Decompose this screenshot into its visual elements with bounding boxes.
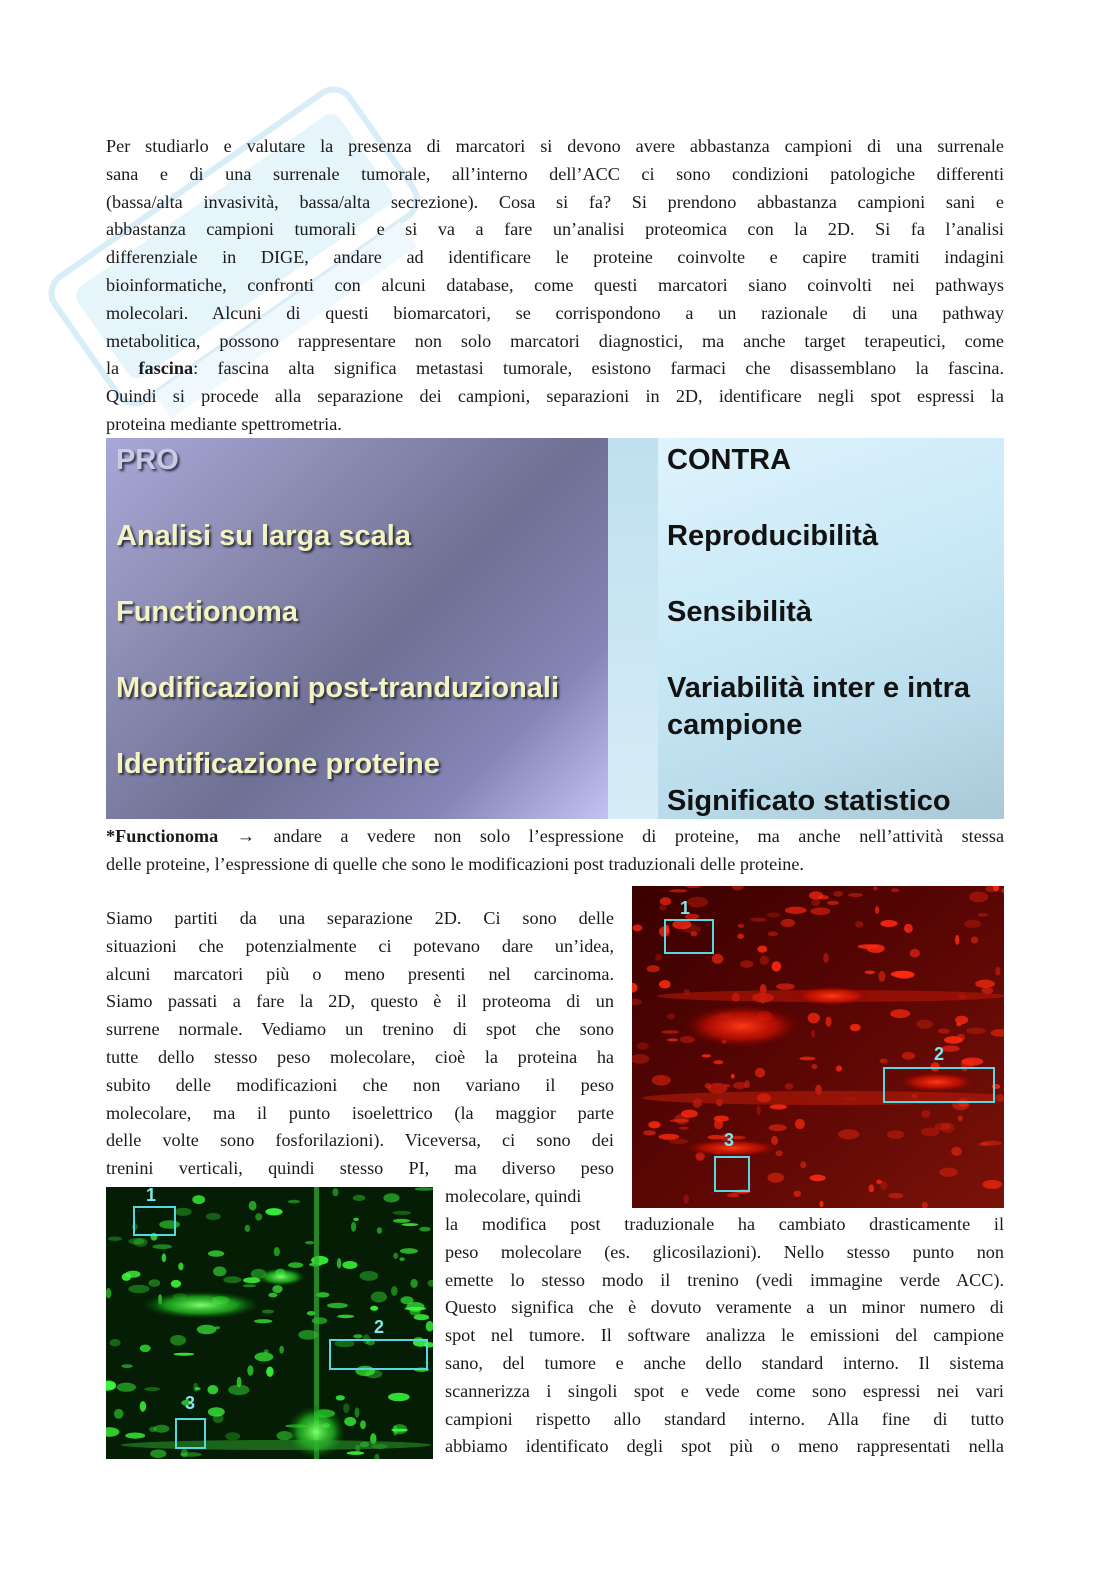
gel-spot bbox=[769, 1124, 787, 1131]
intro-line-fascina bbox=[106, 355, 1004, 383]
pro-item: Identificazione proteine bbox=[116, 748, 440, 780]
arrow-icon: → bbox=[236, 826, 255, 846]
gel-spot bbox=[808, 1013, 820, 1024]
gel-spot bbox=[768, 1173, 784, 1183]
gel-spot bbox=[880, 1181, 887, 1190]
body-line: delle volte sono fosforilazioni). Viceversa, ci sono dei bbox=[106, 1130, 614, 1151]
gel-spot bbox=[140, 1345, 151, 1353]
gel-spot bbox=[659, 905, 666, 910]
gel-spot bbox=[858, 944, 879, 949]
gel-spot bbox=[827, 901, 839, 905]
gel-spot bbox=[391, 1286, 398, 1296]
gel-spot bbox=[887, 1130, 904, 1139]
body-line: campioni rispetto allo standard interno. Alla fine di tutto bbox=[445, 1408, 1004, 1429]
gel-spot bbox=[128, 1238, 144, 1244]
gel-spot bbox=[714, 1116, 729, 1122]
gel-spot bbox=[152, 1244, 172, 1249]
gel-spot bbox=[873, 886, 877, 890]
gel-spot bbox=[265, 1208, 282, 1215]
contra-panel bbox=[658, 438, 1004, 819]
gel-spot bbox=[941, 1045, 959, 1051]
intro-line-last: proteina mediante spettrometria. bbox=[106, 413, 342, 434]
gel-spot bbox=[262, 1310, 274, 1314]
gel-spot bbox=[305, 1241, 314, 1244]
body-line: trenini verticali, quindi stesso PI, ma diverso peso bbox=[106, 1158, 614, 1179]
gel-spot bbox=[740, 960, 753, 968]
contra-item: Reproducibilità bbox=[667, 520, 879, 552]
gel-spot bbox=[110, 1339, 121, 1347]
gel-spot bbox=[811, 1064, 817, 1069]
gel-spot bbox=[921, 1110, 930, 1118]
gel-spot bbox=[823, 953, 829, 963]
gel-spot bbox=[647, 965, 660, 972]
gel-spot bbox=[687, 897, 708, 908]
gel-spot bbox=[772, 961, 782, 971]
gel-spot bbox=[981, 1141, 1002, 1146]
gel-spot bbox=[332, 1188, 338, 1196]
gel-spot bbox=[117, 1383, 136, 1392]
gel-spot bbox=[983, 1180, 1002, 1189]
gel-spot bbox=[850, 1024, 861, 1031]
pro-item: Analisi su larga scala bbox=[116, 520, 411, 552]
gel-spot bbox=[880, 1059, 888, 1064]
gel-spot bbox=[410, 1309, 421, 1316]
gel-spot bbox=[410, 1279, 417, 1288]
gel-spot bbox=[667, 1038, 678, 1041]
gel-red-box-1 bbox=[664, 919, 714, 954]
gel-spot bbox=[660, 897, 671, 905]
gel-spot bbox=[288, 1262, 303, 1268]
gel-spot bbox=[799, 1057, 815, 1061]
gel-spot bbox=[266, 1367, 273, 1377]
fascina-rest: : fascina alta significa metastasi tumorale, esistono farmaci che disassemblano la fascina. bbox=[193, 358, 1004, 379]
gel-spot bbox=[811, 907, 831, 915]
gel-spot bbox=[353, 1334, 363, 1338]
gel-spot bbox=[731, 1074, 735, 1079]
gel-red-label-3: 3 bbox=[724, 1130, 735, 1150]
gel-spot bbox=[643, 1130, 656, 1135]
note-line bbox=[106, 823, 1004, 851]
gel-spot bbox=[875, 906, 879, 914]
gel-spot bbox=[371, 1292, 387, 1303]
gel-spot bbox=[659, 1134, 680, 1140]
gel-red-box-2 bbox=[883, 1067, 995, 1103]
gel-spot bbox=[956, 1023, 961, 1027]
gel-red-box-3 bbox=[714, 1156, 750, 1192]
gel-spot bbox=[855, 921, 864, 928]
intro-line: (bassa/alta invasività, bassa/alta secrezione). Cosa si fa? Si prendono abbastanza campioni sani e bbox=[106, 191, 1004, 212]
gel-spot bbox=[910, 949, 920, 958]
gel-spot bbox=[966, 1028, 986, 1035]
gel-spot bbox=[228, 1385, 249, 1396]
body-line: emette lo stesso modo il trenino (vedi immagine verde ACC). bbox=[445, 1269, 1004, 1290]
intro-line: sana e di una surrenale tumorale, all’interno dell’ACC ci sono condizioni patologiche differenti bbox=[106, 163, 1004, 184]
gel-spot bbox=[272, 1285, 282, 1293]
gel-spot bbox=[738, 924, 744, 928]
gel-spot bbox=[114, 1409, 124, 1419]
gel-spot bbox=[337, 1258, 341, 1269]
gel-spot bbox=[195, 1387, 201, 1390]
contra-title: CONTRA bbox=[667, 444, 792, 476]
gel-spot bbox=[208, 1407, 225, 1416]
fascina-prefix: la bbox=[106, 358, 139, 379]
gel-spot bbox=[255, 1213, 262, 1220]
body-line: peso molecolare (es. glicosilazioni). Nello stesso punto non bbox=[445, 1241, 1004, 1262]
gel-spot bbox=[776, 983, 795, 990]
gel-spot bbox=[140, 1401, 146, 1412]
gel-green-label-3: 3 bbox=[185, 1393, 196, 1413]
gel-spot bbox=[712, 954, 724, 964]
gel-spot bbox=[869, 1184, 875, 1192]
gel-spot bbox=[958, 1115, 963, 1121]
contra-item: Sensibilità bbox=[667, 596, 813, 628]
gel-spot bbox=[181, 1449, 188, 1458]
slide-gap bbox=[608, 438, 658, 819]
gel-spot bbox=[836, 1066, 842, 1072]
gel-spot bbox=[955, 935, 959, 945]
gel-spot bbox=[370, 1306, 378, 1311]
gel-spot bbox=[150, 1449, 166, 1458]
gel-spot bbox=[648, 1121, 660, 1128]
gel-red-label-1: 1 bbox=[680, 898, 691, 918]
gel-spot bbox=[249, 1201, 257, 1211]
gel-spot bbox=[343, 1403, 349, 1413]
gel-spot bbox=[245, 1225, 251, 1232]
gel-spot bbox=[377, 1227, 382, 1234]
gel-spot bbox=[781, 919, 795, 927]
gel-spot bbox=[360, 1420, 366, 1429]
gel-spot bbox=[714, 1060, 724, 1064]
gel-green-box-2 bbox=[329, 1339, 428, 1370]
gel-spot bbox=[811, 899, 820, 906]
gel-spot bbox=[347, 1451, 365, 1455]
body-line: sano, del tumore e anche dello standard interno. Il sistema bbox=[445, 1352, 1004, 1373]
gel-spot bbox=[891, 971, 913, 978]
gel-spot bbox=[955, 1016, 968, 1025]
gel-green-box-3 bbox=[175, 1418, 206, 1449]
body-line: Siamo passati a fare la 2D, questo è il proteoma di un bbox=[106, 991, 614, 1012]
gel-red-label-2: 2 bbox=[934, 1044, 945, 1064]
gel-spot bbox=[838, 1129, 859, 1139]
gel-spot bbox=[399, 1257, 404, 1261]
gel-spot bbox=[149, 1427, 156, 1433]
gel-spot bbox=[192, 1195, 205, 1204]
gel-spot bbox=[880, 920, 897, 927]
pro-contra-slide bbox=[106, 438, 1004, 819]
gel-spot bbox=[756, 1105, 760, 1115]
intro-line: metabolitica, possono rappresentare non solo marcatori diagnostici, ma anche target terapeutici, come bbox=[106, 330, 1004, 351]
gel-image-acc bbox=[106, 1187, 433, 1459]
gel-spot bbox=[705, 1083, 711, 1088]
body-line: spot nel tumore. Il software analizza le emissioni del campione bbox=[445, 1325, 1004, 1346]
note-line: delle proteine, l’espressione di quelle che sono le modificazioni post traduzionali delle proteine. bbox=[106, 853, 804, 874]
gel-spot bbox=[223, 1276, 241, 1283]
body-line: molecolare, ma il punto isoelettrico (la maggior parte bbox=[106, 1102, 614, 1123]
gel-spot bbox=[213, 1266, 226, 1276]
gel-spot bbox=[208, 1250, 224, 1256]
gel-spot bbox=[757, 946, 767, 953]
gel-spot bbox=[785, 1083, 794, 1090]
gel-spot bbox=[737, 934, 744, 939]
body-line: scannerizza i singoli spot e vede come sono espressi nei vari bbox=[445, 1380, 1004, 1401]
gel-spot bbox=[392, 1211, 411, 1215]
body-line: Questo significa che è dovuto veramente a un minor numero di bbox=[445, 1297, 1004, 1318]
contra-item: campione bbox=[667, 709, 803, 741]
gel-spot bbox=[902, 1052, 915, 1060]
gel-spot bbox=[652, 1075, 671, 1086]
gel-spot bbox=[768, 931, 778, 936]
gel-spot bbox=[288, 1200, 301, 1204]
gel-spot bbox=[951, 1147, 962, 1156]
gel-spot bbox=[809, 891, 823, 900]
gel-spot bbox=[964, 920, 981, 928]
gel-spot bbox=[878, 971, 885, 982]
gel-spot bbox=[995, 967, 1000, 976]
gel-spot bbox=[939, 1168, 958, 1177]
gel-spot bbox=[162, 1253, 167, 1262]
gel-spot bbox=[197, 1325, 217, 1334]
pro-title: PRO bbox=[116, 444, 179, 476]
body-line: subito delle modificazioni che non variano il peso bbox=[106, 1074, 614, 1095]
gel-spot bbox=[637, 1042, 649, 1049]
gel-spot bbox=[355, 1407, 360, 1417]
gel-spot bbox=[708, 1135, 724, 1140]
gel-spot bbox=[170, 1335, 186, 1346]
pro-item: Modificazioni post-tranduzionali bbox=[116, 672, 560, 704]
gel-spot bbox=[702, 1054, 712, 1057]
body-line: molecolare, quindi bbox=[445, 1186, 582, 1206]
gel-spot bbox=[633, 924, 643, 931]
gel-spot bbox=[865, 971, 875, 975]
gel-spot bbox=[336, 1395, 345, 1400]
note-rest: andare a vedere non solo l’espressione di proteine, ma anche nell’attività stessa bbox=[254, 826, 1005, 846]
gel-spot bbox=[669, 889, 687, 892]
gel-spot bbox=[848, 893, 863, 897]
gel-spot bbox=[800, 1161, 806, 1168]
gel-spot bbox=[279, 1346, 284, 1354]
gel-spot bbox=[938, 1029, 950, 1034]
gel-spot bbox=[108, 1237, 122, 1241]
body-line: la modifica post traduzionale ha cambiato drasticamente il bbox=[445, 1214, 1004, 1234]
gel-spot bbox=[383, 1193, 399, 1202]
intro-line: molecolari. Alcuni di questi biomarcatori, se corrispondono a un razionale di una pathway bbox=[106, 302, 1004, 323]
body-line: tutte dello stesso peso molecolare, cioè la proteina ha bbox=[106, 1046, 614, 1067]
gel-spot bbox=[174, 1208, 191, 1216]
gel-spot bbox=[891, 888, 899, 892]
intro-line: abbastanza campioni tumorali e si va a fare un’analisi proteomica con la 2D. Si fa l’analisi bbox=[106, 219, 1004, 240]
body-line: Siamo partiti da una separazione 2D. Ci sono delle bbox=[106, 908, 614, 928]
gel-spot bbox=[760, 956, 769, 965]
intro-paragraph bbox=[106, 133, 1004, 439]
contra-item: Variabilità inter e intra bbox=[667, 672, 970, 704]
gel-spot bbox=[353, 1195, 366, 1201]
gel-image-normal bbox=[632, 886, 1004, 1208]
intro-line: differenziale in DIGE, andare ad identificare le proteine coinvolte e capire tramiti indagini bbox=[106, 247, 1004, 268]
gel-spot bbox=[794, 1191, 801, 1197]
gel-spot bbox=[126, 1271, 141, 1278]
gel-spot bbox=[393, 1253, 398, 1259]
body-line: abbiamo identificato degli spot più o meno rappresentati nella bbox=[445, 1436, 1004, 1457]
body-line: situazioni che potenzialmente ci potevano dare un’idea, bbox=[106, 935, 614, 956]
gel-spot bbox=[904, 924, 913, 933]
gel-green-box-1 bbox=[133, 1206, 176, 1236]
gel-spot bbox=[393, 1426, 397, 1436]
gel-spot bbox=[825, 1017, 831, 1027]
gel-spot bbox=[662, 1030, 680, 1034]
intro-line: Per studiarlo e valutare la presenza di marcatori si devono avere abbastanza campioni di una surrenale bbox=[106, 136, 1004, 156]
pro-panel bbox=[106, 438, 608, 819]
gel-green-label-1: 1 bbox=[146, 1187, 157, 1205]
gel-spot bbox=[207, 1385, 218, 1394]
gel-spot bbox=[819, 1201, 823, 1208]
gel-spot bbox=[811, 1030, 815, 1038]
gel-spot bbox=[971, 937, 978, 944]
intro-line: bioinformatiche, confronti con alcuni database, come questi marcatori siano coinvolti nei pathways bbox=[106, 274, 1004, 295]
gel-spot bbox=[144, 1387, 160, 1391]
gel-spot bbox=[733, 1082, 747, 1089]
gel-spot bbox=[975, 980, 995, 988]
gel-spot bbox=[353, 1218, 359, 1221]
gel-spot bbox=[393, 1219, 410, 1223]
gel-spot bbox=[419, 1227, 430, 1232]
gel-spot bbox=[795, 1119, 805, 1129]
intro-line: Quindi si procede alla separazione dei campioni, separazioni in 2D, identificare negli spot espressi la bbox=[106, 386, 1004, 407]
gel-spot bbox=[916, 1020, 933, 1029]
gel-spot bbox=[174, 1353, 195, 1356]
gel-spot bbox=[327, 1303, 348, 1309]
gel-spot bbox=[675, 1114, 690, 1125]
gel-spot bbox=[727, 1193, 739, 1197]
gel-spot bbox=[969, 892, 988, 903]
gel-spot bbox=[351, 1222, 356, 1232]
functionoma-note bbox=[106, 823, 1004, 879]
body-right-column bbox=[445, 1211, 1004, 1461]
contra-item: Significato statistico bbox=[667, 785, 951, 817]
gel-spot bbox=[125, 1433, 145, 1439]
gel-spot bbox=[344, 1417, 356, 1426]
gel-spot bbox=[337, 1315, 354, 1319]
gel-spot bbox=[254, 1319, 272, 1323]
gel-spot bbox=[655, 954, 662, 961]
gel-spot bbox=[767, 913, 780, 918]
gel-spot bbox=[667, 1013, 675, 1019]
gel-spot bbox=[311, 1256, 328, 1265]
gel-spot bbox=[255, 1352, 274, 1361]
gel-spot bbox=[360, 1271, 379, 1281]
gel-spot bbox=[243, 1284, 256, 1287]
gel-green-label-2: 2 bbox=[374, 1317, 385, 1337]
gel-spot bbox=[388, 1393, 410, 1402]
gel-spot bbox=[888, 1193, 903, 1199]
gel-spot bbox=[342, 1261, 357, 1269]
gel-spot bbox=[128, 1285, 149, 1293]
gel-spot bbox=[679, 1127, 689, 1130]
gel-spot bbox=[833, 891, 843, 897]
note-term: *Functionoma bbox=[106, 826, 219, 846]
gel-spot bbox=[274, 1247, 280, 1256]
gel-spot bbox=[148, 1279, 160, 1287]
gel-spot bbox=[171, 1280, 181, 1288]
body-left-column bbox=[106, 905, 614, 1183]
gel-spot bbox=[750, 918, 766, 922]
gel-spot bbox=[206, 1213, 221, 1220]
gel-spot bbox=[684, 1194, 689, 1204]
gel-spot bbox=[121, 1364, 132, 1368]
gel-spot bbox=[400, 1248, 418, 1254]
gel-spot bbox=[268, 1293, 277, 1298]
gel-spot bbox=[770, 1104, 787, 1109]
gel-spot bbox=[944, 1036, 963, 1044]
gel-spot bbox=[921, 1128, 939, 1137]
gel-spot bbox=[659, 980, 671, 988]
gel-spot bbox=[890, 1009, 910, 1018]
gel-spot bbox=[247, 1365, 253, 1376]
gel-spot bbox=[978, 913, 988, 917]
body-line: surrene normale. Vediamo un trenino di spot che sono bbox=[106, 1019, 614, 1040]
body-line: alcuni marcatori più o meno presenti nel carcinoma. bbox=[106, 963, 614, 984]
gel-spot bbox=[810, 1175, 826, 1182]
fascina-term: fascina bbox=[138, 358, 194, 379]
gel-spot bbox=[402, 1223, 419, 1226]
gel-spot bbox=[785, 907, 807, 914]
gel-spot bbox=[755, 1068, 765, 1078]
gel-spot bbox=[178, 1263, 183, 1271]
pro-item: Functionoma bbox=[116, 596, 299, 628]
gel-spot bbox=[225, 1432, 240, 1440]
gel-spot bbox=[724, 1084, 731, 1087]
